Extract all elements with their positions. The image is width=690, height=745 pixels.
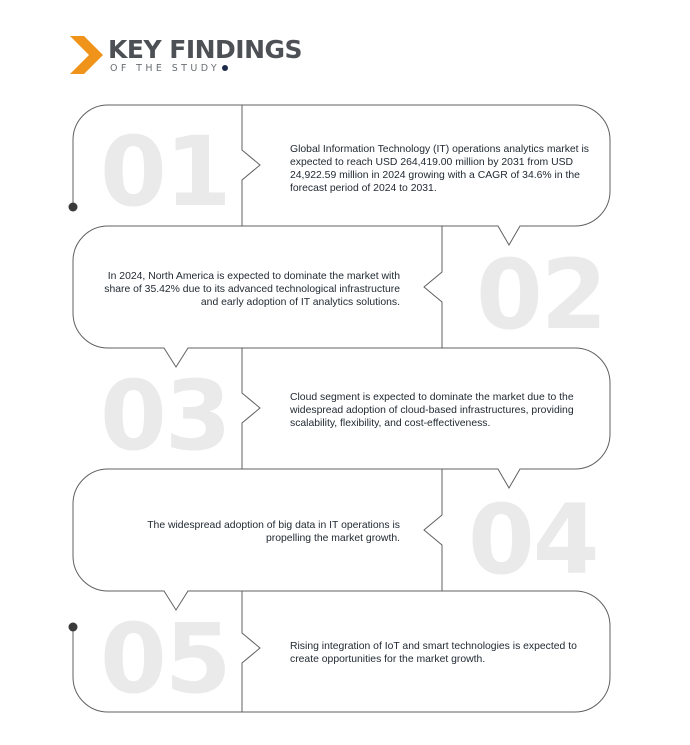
finding-number-04: 04 [468,484,598,596]
timeline-start-dot [69,203,78,212]
finding-text-01: Global Information Technology (IT) operations analytics market is expected to reach USD 264,419.00 million by 2031 from USD 24,922.59 million in 2024 growing with a CAGR of 34.6% in the forecast period of 2024 to 2031. [290,144,589,194]
page-title: KEY FINDINGS [108,35,303,64]
finding-number-02: 02 [476,239,606,351]
finding-number-05: 05 [100,603,230,715]
finding-number-03: 03 [100,360,230,472]
divider-05 [242,591,260,712]
divider-01 [242,105,260,226]
finding-text-02: In 2024, North America is expected to dominate the market with share of 35.42% due to its advanced technological infrastructure and early adoption of IT analytics solutions. [104,271,400,308]
finding-text-05: Rising integration of IoT and smart technologies is expected to create opportunities for the market growth. [290,641,577,665]
finding-text-03: Cloud segment is expected to dominate the market due to the widespread adoption of cloud-based infrastructures, providing scalability, flexibility, and cost-effectiveness. [290,392,574,429]
page-subtitle: OF THE STUDY [110,63,228,74]
divider-04 [424,469,442,591]
divider-03 [242,348,260,469]
timeline-end-dot [69,623,78,632]
finding-number-01: 01 [100,116,230,228]
finding-text-04: The widespread adoption of big data in IT operations is propelling the market growth. [147,520,400,544]
divider-02 [424,226,442,348]
